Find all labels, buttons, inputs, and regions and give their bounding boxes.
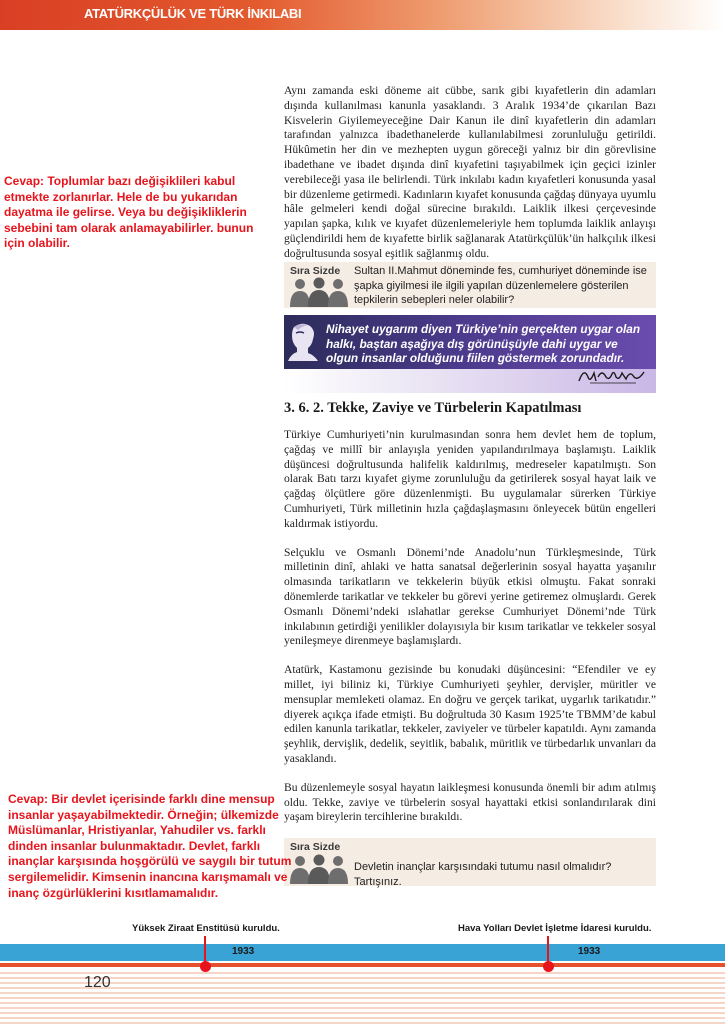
timeline-year-left: 1933 (232, 946, 255, 957)
timeline-blue-band (0, 944, 725, 961)
section-paragraph-4: Bu düzenlemeyle sosyal hayatın laikleşmesi konusunda önemli bir adım atılmış oldu. Tekke, zaviye ve türbelerin sosyal hayattaki etkisi sonlandırılarak dini yaşam bireylerin tercihlerine bırakıldı. (284, 780, 656, 824)
header-bar (0, 0, 725, 30)
sira-sizde-label: Sıra Sizde (290, 265, 341, 277)
ataturk-quote-box (284, 315, 656, 393)
people-group-icon (288, 277, 350, 307)
quote-text: Nihayet uygarım diyen Türkiye’nin gerçekten uygar olan halkı, baştan aşağıya dış görünüşüyle dahi uygar ve olgun insanlar olduğunu fiilen göstermek zorundadır. (326, 322, 641, 366)
section-body (284, 428, 656, 839)
timeline-marker-stem-right (547, 936, 549, 962)
section-paragraph-1: Türkiye Cumhuriyeti’nin kurulmasından sonra hem devlet hem de toplum, çağdaş ve millî bir anlayışla yeniden yapılandırılmaya başlamıştı. Laiklik düşüncesi doğrultusunda halifelik kaldırılmış, medreseler kapatılmıştı. Son olarak Batı tarzı kıyafet giyme zorunluluğu da getirilerek sosyal hayat laik ve çağdaş ölçütlere göre düzenlenmişti. Bu uygulamalar sürerken Türkiye Cumhuriyeti, Türk milletinin hızla çağdaşlaşmasını önleyecek bütün engelleri kaldırmak istiyordu. (284, 428, 656, 530)
answer-annotation-2: Cevap: Bir devlet içerisinde farklı dine mensup insanlar yaşayabilmektedir. Örneğin; ülkemizde Müslümanlar, Hristiyanlar, Yahudiler vs. farklı dinden insanlar bulunmaktadır. Devlet, farklı inançlar karşısında hoşgörülü ve saygılı bir tutum sergilemelidir. Kimsenin inancına karışmamalı ve inanç özgürlüklerini kısıtlamamalıdır. (8, 792, 292, 900)
timeline-bar (0, 944, 725, 972)
sira-sizde-question-1: Sultan II.Mahmut döneminde fes, cumhuriyet döneminde ise şapka giyilmesi ile ilgili yapılan düzenlemelere gösterilen tepkilerin sebepleri neler olabilir? (354, 265, 647, 306)
sira-sizde-box-2 (284, 838, 656, 886)
section-paragraph-2: Selçuklu ve Osmanlı Dönemi’nde Anadolu’nun Türkleşmesinde, Türk milletinin dinî, ahlaki ve hatta sanatsal değerlerinin sosyal hayatta yaşanılır olmasında tarikatların ve tekkelerin büyük etkisi olmuştu. Fakat sonraki dönemlerde tarikatlar ve tekkeler bu görevi yerine getiremez olmuşlardı. Gerek Osmanlı Dönemi’ndeki ıslahatlar gerekse Cumhuriyet Dönemi’nde Türk inkılabının getirdiği yenilikler dolayısıyla bir kısım tarikatlar ve tekkeler sosyal yenileşmeye direnmeye başlamışlardı. (284, 545, 656, 648)
answer-annotation-1: Cevap: Toplumlar bazı değişiklileri kabul etmekte zorlanırlar. Hele de bu yukarıdan dayatma ile gelirse. Veya bu değişikliklerin sebebini tam olarak anlamayabilirler. bunun için olabilir. (4, 174, 254, 251)
page-number: 120 (84, 974, 111, 991)
sira-sizde-label: Sıra Sizde (290, 841, 341, 853)
timeline-marker-left (200, 961, 211, 972)
top-paragraph: Aynı zamanda eski döneme ait cübbe, sarık gibi kıyafetlerin din adamları dışında kullanılması kanunla yasaklandı. 3 Aralık 1934’de çıkarılan Bazı Kisvelerin Giyilemeyeceğine Dair Kanun ile dinî kıyafetlerin din adamları tarafından yalnızca ibadethanelerde kullanılabilmesi zorunluluğu getirildi. Hükûmetin her din ve mezhepten uygun göreceği yalnız bir din görevlisine ibadethane ve ibadet dışında dinî kıyafetini taşıyabilmek için geçici izinler verebileceği yasa ile belirlendi. Türk inkılabı kadın kıyafetleri konusunda yasal bir düzenleme getirmedi. Kadınların kıyafet konusunda çağdaş dünyaya uyumlu hâle gelmeleri kendi doğal sürecine bırakıldı. Laiklik ilkesi çerçevesinde yapılan şapka, kılık ve kıyafet düzenlemeleriyle hem toplumda laiklik anlayışı güçlendirildi hem de kıyafette birlik sağlanarak Atatürkçülük’ün halkçılık ilkesi doğrultusunda sosyal eşitlik sağlanmış oldu. (284, 84, 656, 260)
ataturk-portrait-icon (286, 321, 320, 361)
timeline-marker-stem-left (204, 936, 206, 962)
section-paragraph-3: Atatürk, Kastamonu gezisinde bu konudaki düşüncesini: “Efendiler ve ey millet, iyi biliniz ki, Türkiye Cumhuriyeti şeyhler, dervişler, müritler ve mensuplar memleketi olamaz. En doğru ve gerçek tarikat, uygarlık tarikatıdır.” diyerek açıkça ifade etmişti. Bu doğrultuda 30 Kasım 1925’te TBMM’de kabul edilen kanunla tarikatlar, tekkeler, zaviyeler ve türbeler kapatıldı. Aynı zamanda şeyhlik, dervişlik, dedelik, seyitlik, babalık, müritlik ve türbedarlık unvanları da yasaklandı. (284, 663, 656, 765)
signature-icon (576, 364, 648, 386)
section-heading: 3. 6. 2. Tekke, Zaviye ve Türbelerin Kapatılması (284, 400, 582, 416)
top-paragraph-block (284, 84, 656, 262)
sira-sizde-box-1 (284, 262, 656, 308)
ataturk-signature (576, 364, 648, 391)
sira-sizde-question-2: Devletin inançlar karşısındaki tutumu nasıl olmalıdır? Tartışınız. (354, 861, 612, 888)
timeline-event-left: Yüksek Ziraat Enstitüsü kuruldu. (132, 923, 280, 934)
header-title: ATATÜRKÇÜLÜK VE TÜRK İNKILABI (84, 6, 302, 21)
timeline-year-right: 1933 (578, 946, 601, 957)
timeline-marker-right (543, 961, 554, 972)
timeline-event-right: Hava Yolları Devlet İşletme İdaresi kuruldu. (458, 923, 652, 934)
timeline-orange-line (0, 963, 725, 967)
